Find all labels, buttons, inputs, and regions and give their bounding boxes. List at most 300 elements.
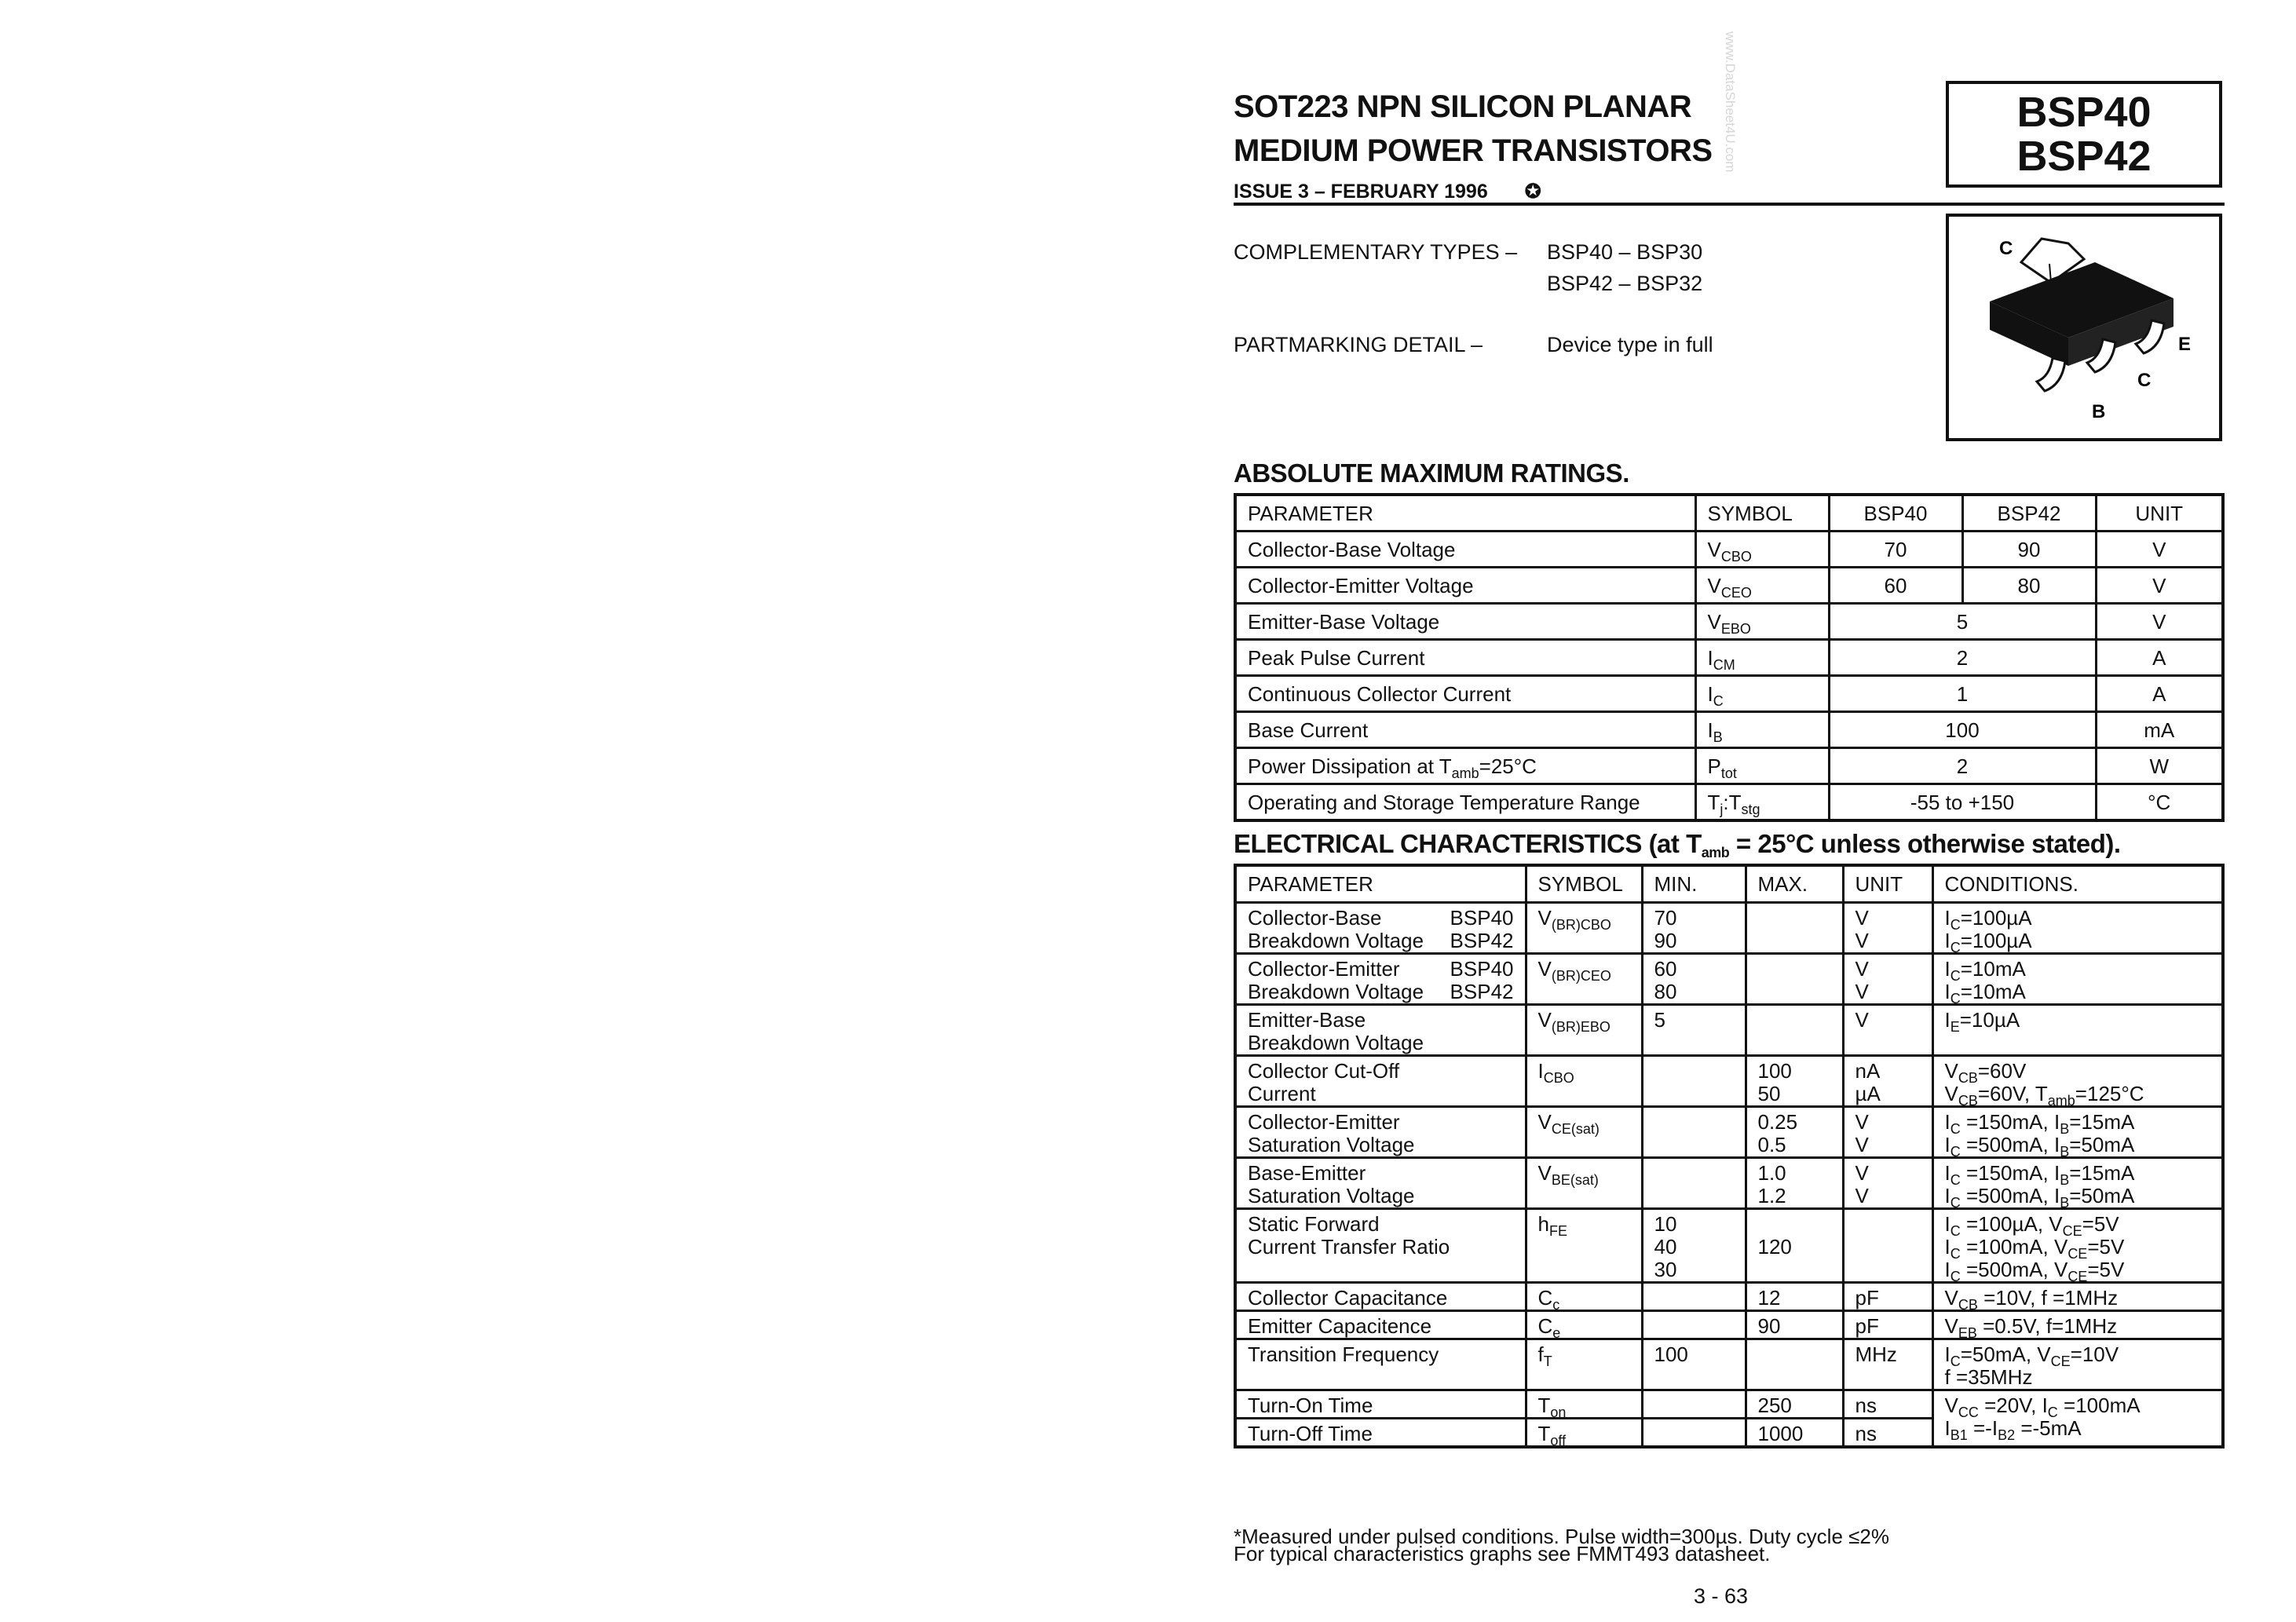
amr-unit: A	[2152, 681, 2166, 706]
ec-param-line	[1248, 1394, 1514, 1417]
ec-min-cell	[1642, 1311, 1746, 1339]
ec-condition-sub: EB	[1958, 1325, 1977, 1341]
ec-condition-text: =150mA, I	[1960, 1110, 2060, 1134]
ec-row	[1235, 1005, 2223, 1056]
ec-symbol-cell	[1526, 1209, 1642, 1283]
amr-param: Peak Pulse Current	[1248, 645, 1425, 670]
ec-row	[1235, 1158, 2223, 1209]
ec-param: Current	[1248, 1082, 1316, 1105]
ec-condition-line	[1944, 980, 2211, 1006]
ec-header-text: UNIT	[1855, 871, 1903, 896]
amr-symbol-sub: CEO	[1720, 584, 1752, 601]
ec-unit-value: nA	[1855, 1059, 1881, 1083]
ec-condition-line	[1944, 1184, 2211, 1211]
ec-condition-text: =10V	[2070, 1343, 2119, 1366]
partmarking-label: PARTMARKING DETAIL –	[1234, 333, 1483, 356]
ec-max-value: 90	[1757, 1314, 1781, 1338]
amr-bsp42-value: 90	[2017, 537, 2041, 561]
ec-symbol-cell	[1526, 1390, 1642, 1419]
ec-min-cell	[1642, 1390, 1746, 1419]
ec-unit-value: pF	[1855, 1286, 1879, 1310]
ec-unit-value: ns	[1855, 1394, 1877, 1417]
ec-param: Collector-Base	[1248, 906, 1382, 930]
amr-param-cell	[1235, 784, 1695, 821]
ec-param: Emitter-Base	[1248, 1008, 1366, 1032]
ec-conditions-cell	[1932, 1107, 2223, 1158]
ec-symbol-sub: BE(sat)	[1551, 1172, 1599, 1188]
ec-max-cell	[1746, 1311, 1843, 1339]
ec-condition-line	[1944, 1008, 2211, 1035]
ec-condition-sub: C	[1950, 1195, 1961, 1211]
ec-max-value: 250	[1757, 1394, 1792, 1417]
amr-param: Operating and Storage Temperature Range	[1248, 790, 1640, 814]
ec-condition-sub: C	[1950, 1246, 1961, 1262]
amr-param: Power Dissipation at T	[1248, 754, 1452, 778]
ec-condition-line	[1944, 929, 2211, 955]
ec-condition-sub: B	[2060, 1121, 2070, 1137]
ec-condition-text: V	[1944, 1059, 1958, 1083]
amr-param: Emitter-Base Voltage	[1248, 609, 1440, 634]
ec-unit-cell	[1843, 1209, 1932, 1283]
ec-symbol-sub: T	[1543, 1353, 1552, 1369]
ec-param: Collector-Emitter	[1248, 957, 1400, 981]
ec-condition-text: =5V	[2087, 1235, 2125, 1259]
part-number-2: BSP42	[2016, 133, 2152, 180]
ec-symbol: T	[1537, 1422, 1551, 1445]
ec-symbol-cell	[1526, 1107, 1642, 1158]
amr-param-sub: amb	[1451, 765, 1479, 781]
amr-param: Collector-Base Voltage	[1248, 537, 1456, 561]
amr-symbol-cell	[1695, 604, 1829, 640]
ec-unit-cell	[1843, 954, 1932, 1005]
ec-unit-value: MHz	[1855, 1343, 1897, 1366]
ec-param-line	[1248, 1032, 1514, 1054]
ec-min-cell	[1642, 1283, 1746, 1311]
ec-symbol: V	[1537, 1008, 1552, 1032]
package-box	[1946, 214, 2222, 441]
ec-unit-value: V	[1855, 1184, 1869, 1207]
ec-conditions-cell	[1932, 1339, 2223, 1390]
ec-condition-text: =-5mA	[2015, 1416, 2082, 1440]
ec-param-part: BSP42	[1450, 929, 1514, 952]
ec-min-value: 10	[1654, 1212, 1677, 1236]
ec-param-line	[1248, 1287, 1514, 1310]
ec-condition-line	[1944, 1314, 2211, 1341]
ec-min-cell	[1642, 1158, 1746, 1209]
ec-param-line	[1248, 1315, 1514, 1338]
ec-unit-value: V	[1855, 929, 1869, 952]
ec-param-line	[1248, 907, 1514, 930]
ec-condition-text: =10mA	[1960, 980, 2026, 1003]
ec-condition-line	[1944, 1258, 2211, 1284]
amr-unit: W	[2149, 754, 2170, 778]
ec-condition-line	[1944, 1235, 2211, 1262]
ec-condition-line	[1944, 1161, 2211, 1188]
ec-param-cell	[1235, 954, 1526, 1005]
ec-symbol-sub: CBO	[1543, 1070, 1574, 1086]
ec-conditions-cell	[1932, 954, 2223, 1005]
amr-header-text: SYMBOL	[1707, 501, 1793, 525]
amr-param-cell	[1235, 640, 1695, 676]
ec-condition-text: V	[1944, 1394, 1958, 1417]
amr-header-cell	[1235, 495, 1695, 532]
page-number: 3 - 63	[1694, 1584, 1749, 1608]
ec-condition-sub: CC	[1958, 1405, 1979, 1420]
ec-symbol-sub: (BR)CBO	[1551, 917, 1611, 933]
amr-unit-cell	[2096, 748, 2223, 784]
amr-bsp40-value: 70	[1884, 537, 1907, 561]
ec-condition-text: I	[1944, 1416, 1951, 1440]
note-graphs: For typical characteristics graphs see FMMT493 datasheet.	[1234, 1542, 1771, 1565]
ec-param: Collector Cut-Off	[1248, 1059, 1400, 1083]
amr-header-text: BSP40	[1863, 501, 1928, 525]
ec-max-value: 1.0	[1757, 1161, 1786, 1185]
ec-max-cell	[1746, 1158, 1843, 1209]
ec-symbol: C	[1537, 1314, 1553, 1338]
ec-param-cell	[1235, 903, 1526, 954]
ec-param: Transition Frequency	[1248, 1343, 1439, 1366]
ec-min-cell	[1642, 1419, 1746, 1448]
amr-symbol-cell	[1695, 568, 1829, 604]
ec-param: Saturation Voltage	[1248, 1133, 1415, 1156]
amr-symbol-cell	[1695, 640, 1829, 676]
ec-row	[1235, 1311, 2223, 1339]
ec-symbol: V	[1537, 1161, 1552, 1185]
ec-header-cell	[1642, 865, 1746, 903]
ec-condition-sub: CE	[2050, 1353, 2071, 1369]
ec-condition-text: =10V, f =1MHz	[1977, 1286, 2119, 1310]
amr-header-row	[1235, 495, 2223, 532]
complementary-1: BSP40 – BSP30	[1547, 240, 1703, 264]
ec-condition-text: I	[1944, 1110, 1951, 1134]
ec-symbol: f	[1537, 1343, 1544, 1366]
ec-condition-text: =20V, I	[1978, 1394, 2048, 1417]
ec-symbol: T	[1537, 1394, 1551, 1417]
ec-condition-line	[1944, 1133, 2211, 1160]
ec-condition-line	[1944, 1110, 2211, 1137]
ec-max-cell	[1746, 1339, 1843, 1390]
ec-max-value: 12	[1757, 1286, 1781, 1310]
amr-unit: A	[2152, 645, 2166, 670]
ec-condition-sub: C	[1950, 1121, 1961, 1137]
ec-symbol-cell	[1526, 1283, 1642, 1311]
ec-max-value: 0.5	[1757, 1133, 1786, 1156]
amr-bsp42-cell	[1962, 532, 2096, 568]
ec-header-text: MAX.	[1757, 871, 1808, 896]
ec-header-text: PARAMETER	[1248, 871, 1373, 896]
ec-min-value: 80	[1654, 980, 1677, 1003]
ec-unit-value: V	[1855, 1161, 1869, 1185]
ec-condition-text: =500mA, V	[1960, 1258, 2068, 1281]
amr-header-cell	[1695, 495, 1829, 532]
ec-condition-line	[1944, 957, 2211, 984]
amr-param: Collector-Emitter Voltage	[1248, 573, 1474, 597]
ec-condition-line	[1944, 1416, 2211, 1443]
amr-header-text: UNIT	[2135, 501, 2184, 525]
amr-symbol: I	[1707, 681, 1713, 706]
ec-condition-sub: C	[1950, 1223, 1961, 1239]
ec-condition-line	[1944, 906, 2211, 933]
ec-param-line	[1248, 930, 1514, 952]
ec-param: Turn-Off Time	[1248, 1422, 1373, 1445]
ec-min-value: 30	[1654, 1258, 1677, 1281]
ec-param-line	[1248, 1185, 1514, 1207]
amr-unit-cell	[2096, 532, 2223, 568]
ec-min-cell	[1642, 1107, 1746, 1158]
title-line-2: MEDIUM POWER TRANSISTORS	[1234, 133, 1713, 168]
amr-param-cell	[1235, 748, 1695, 784]
ec-min-cell	[1642, 1005, 1746, 1056]
ec-condition-text: =500mA, I	[1960, 1184, 2060, 1207]
ec-unit-cell	[1843, 1107, 1932, 1158]
ec-param-part: BSP40	[1450, 906, 1514, 930]
ec-condition-line	[1944, 1343, 2211, 1369]
ec-condition-text: =60V, T	[1977, 1082, 2048, 1105]
ec-min-value: 40	[1654, 1235, 1677, 1259]
ec-condition-text: I	[1944, 906, 1951, 930]
ec-row	[1235, 1056, 2223, 1107]
ec-symbol-cell	[1526, 1005, 1642, 1056]
ec-condition-text: I	[1944, 1161, 1951, 1185]
ec-symbol-sub: c	[1552, 1297, 1560, 1313]
ec-conditions-cell	[1932, 1209, 2223, 1283]
ec-row	[1235, 903, 2223, 954]
ec-min-value: 60	[1654, 957, 1677, 981]
ec-param: Breakdown Voltage	[1248, 1031, 1424, 1054]
ec-unit-value: V	[1855, 906, 1869, 930]
ec-param-cell	[1235, 1390, 1526, 1419]
ec-condition-sub: C	[1950, 991, 1961, 1006]
ec-max-cell	[1746, 954, 1843, 1005]
amr-symbol-sub: EBO	[1720, 620, 1751, 637]
amr-unit: V	[2152, 537, 2166, 561]
amr-symbol-cell	[1695, 748, 1829, 784]
ec-condition-text: =50mA	[2069, 1133, 2135, 1156]
ec-param: Static Forward	[1248, 1212, 1380, 1236]
ec-condition-line	[1944, 1082, 2211, 1109]
ec-condition-text: I	[1944, 1343, 1951, 1366]
ec-conditions-cell	[1932, 1158, 2223, 1209]
ec-condition-text: =150mA, I	[1960, 1161, 2060, 1185]
ec-header-cell	[1843, 865, 1932, 903]
ec-condition-line	[1944, 1212, 2211, 1239]
ec-param-cell	[1235, 1311, 1526, 1339]
ec-header-cell	[1932, 865, 2223, 903]
header-rule	[1234, 203, 2225, 206]
amr-symbol: T	[1707, 790, 1720, 814]
ec-min-value: 5	[1654, 1008, 1665, 1032]
amr-bsp40-cell	[1829, 532, 1962, 568]
ec-param-line	[1248, 1162, 1514, 1185]
amr-header-cell	[1829, 495, 1962, 532]
ec-max-cell	[1746, 1390, 1843, 1419]
ec-unit-cell	[1843, 1056, 1932, 1107]
amr-symbol: I	[1707, 645, 1713, 670]
ec-param: Collector Capacitance	[1248, 1286, 1448, 1310]
amr-bsp40-cell	[1829, 568, 1962, 604]
amr-symbol-cell	[1695, 532, 1829, 568]
ec-param-cell	[1235, 1158, 1526, 1209]
amr-value: 5	[1956, 609, 1969, 634]
amr-row	[1235, 604, 2223, 640]
ec-symbol-sub: e	[1552, 1325, 1561, 1341]
ec-condition-sub: C	[1950, 940, 1961, 955]
ec-condition-sub: C	[1950, 1269, 1961, 1284]
amr-value-cell	[1829, 784, 2096, 821]
amr-unit-cell	[2096, 676, 2223, 712]
ec-unit-value: ns	[1855, 1422, 1877, 1445]
amr-symbol: :T	[1723, 790, 1742, 814]
ec-condition-text: I	[1944, 929, 1951, 952]
complementary-2: BSP42 – BSP32	[1547, 272, 1703, 295]
ec-min-cell	[1642, 903, 1746, 954]
ec-header-text: MIN.	[1654, 871, 1698, 896]
pin-label-e: E	[2178, 334, 2192, 355]
ec-header-cell	[1526, 865, 1642, 903]
ec-condition-text: =10mA	[1960, 957, 2026, 981]
ec-row	[1235, 1283, 2223, 1311]
amr-value-cell	[1829, 676, 2096, 712]
ec-condition-text: f =35MHz	[1944, 1365, 2033, 1389]
ec-condition-text: V	[1944, 1286, 1958, 1310]
amr-param: Base Current	[1248, 718, 1369, 742]
note-pulsed: *Measured under pulsed conditions. Pulse width=300µs. Duty cycle ≤2%	[1234, 1525, 1889, 1548]
ec-max-cell	[1746, 1209, 1843, 1283]
ec-condition-text: =50mA, V	[1960, 1343, 2051, 1366]
ec-max-cell	[1746, 903, 1843, 954]
ec-conditions-cell	[1932, 1283, 2223, 1311]
pin-label-b: B	[2092, 401, 2106, 422]
amr-row	[1235, 748, 2223, 784]
ec-unit-cell	[1843, 1158, 1932, 1209]
amr-value-cell	[1829, 748, 2096, 784]
ec-param: Emitter Capacitence	[1248, 1314, 1432, 1338]
sot223-package-icon	[1949, 217, 2219, 438]
ec-condition-text: =-I	[1967, 1416, 1998, 1440]
ec-param-line	[1248, 1060, 1514, 1083]
watermark: www.DataSheet4U.com	[1723, 31, 1738, 173]
ec-condition-text: =100µA	[1960, 929, 2032, 952]
ec-condition-sub: CB	[1958, 1297, 1978, 1313]
issue-text: ISSUE 3 – FEBRUARY 1996	[1234, 181, 1488, 203]
ec-param-cell	[1235, 1419, 1526, 1448]
amr-header-cell	[2096, 495, 2223, 532]
amr-param-cell	[1235, 712, 1695, 748]
ec-condition-sub: CB	[1958, 1070, 1978, 1086]
amr-symbol-sub: stg	[1741, 801, 1760, 817]
amr-row	[1235, 568, 2223, 604]
amr-param-cell	[1235, 532, 1695, 568]
ec-condition-sub: CE	[2067, 1246, 2088, 1262]
pin-label-c-top: C	[1999, 238, 2013, 259]
ec-row	[1235, 954, 2223, 1005]
amr-bsp42-cell	[1962, 568, 2096, 604]
ec-condition-text: =50mA	[2069, 1184, 2135, 1207]
ec-condition-text: =15mA	[2069, 1161, 2135, 1185]
ec-min-value: 100	[1654, 1343, 1688, 1366]
ec-min-cell	[1642, 1339, 1746, 1390]
ec-condition-text: =100µA	[1960, 906, 2032, 930]
ec-condition-sub: C	[1950, 917, 1961, 933]
amr-row	[1235, 640, 2223, 676]
ec-condition-sub: C	[1950, 1144, 1961, 1160]
ec-symbol-cell	[1526, 1056, 1642, 1107]
ec-param-part: BSP40	[1450, 957, 1514, 981]
ec-condition-text: I	[1944, 1133, 1951, 1156]
amr-row	[1235, 784, 2223, 821]
ec-condition-sub: E	[1950, 1019, 1960, 1035]
ec-unit-cell	[1843, 903, 1932, 954]
ec-table	[1234, 864, 2225, 1448]
ec-symbol-sub: (BR)EBO	[1551, 1019, 1610, 1035]
ec-condition-line	[1944, 1394, 2211, 1420]
ec-unit-cell	[1843, 1311, 1932, 1339]
ec-header-text: SYMBOL	[1537, 871, 1623, 896]
ec-symbol-sub: FE	[1548, 1223, 1567, 1239]
amr-param-cell	[1235, 676, 1695, 712]
ec-unit-value: V	[1855, 957, 1869, 981]
ec-condition-text: I	[1944, 1212, 1951, 1236]
amr-symbol-sub: j	[1720, 801, 1724, 817]
amr-unit: °C	[2148, 790, 2171, 814]
ec-param-cell	[1235, 1107, 1526, 1158]
ec-condition-text: =60V	[1977, 1059, 2027, 1083]
ec-param-line	[1248, 1213, 1514, 1236]
ec-condition-sub: amb	[2047, 1093, 2075, 1109]
amr-row	[1235, 532, 2223, 568]
ec-condition-text: V	[1944, 1314, 1958, 1338]
amr-value-cell	[1829, 712, 2096, 748]
ec-param: Breakdown Voltage	[1248, 929, 1424, 952]
ec-symbol-sub: CE(sat)	[1551, 1121, 1600, 1137]
ec-condition-sub: B	[2060, 1195, 2070, 1211]
ec-symbol-cell	[1526, 954, 1642, 1005]
ec-min-cell	[1642, 1209, 1746, 1283]
ec-param-cell	[1235, 1056, 1526, 1107]
ec-param: Saturation Voltage	[1248, 1184, 1415, 1207]
ec-param: Turn-On Time	[1248, 1394, 1373, 1417]
ec-param-line	[1248, 1111, 1514, 1134]
ec-condition-text: I	[1944, 957, 1951, 981]
ec-symbol: V	[1537, 906, 1552, 930]
ec-symbol-cell	[1526, 1311, 1642, 1339]
amr-symbol-cell	[1695, 676, 1829, 712]
amr-symbol: V	[1707, 609, 1721, 634]
ec-condition-text: =100µA, V	[1960, 1212, 2063, 1236]
ec-condition-sub: CE	[2067, 1269, 2088, 1284]
ec-conditions-cell	[1932, 1056, 2223, 1107]
ec-symbol-cell	[1526, 1339, 1642, 1390]
ec-symbol: C	[1537, 1286, 1553, 1310]
ec-conditions-cell	[1932, 903, 2223, 954]
ec-unit-cell	[1843, 1390, 1932, 1419]
ec-unit-cell	[1843, 1419, 1932, 1448]
ec-condition-line	[1944, 1059, 2211, 1086]
ec-condition-sub: B	[2060, 1172, 2070, 1188]
ec-max-cell	[1746, 1419, 1843, 1448]
ec-condition-line	[1945, 1366, 2211, 1389]
amr-unit: V	[2152, 573, 2166, 597]
ec-max-value	[1758, 1213, 1831, 1236]
ec-condition-sub: C	[1950, 968, 1961, 984]
amr-symbol: V	[1707, 573, 1721, 597]
ec-max-value: 0.25	[1757, 1110, 1798, 1134]
amr-param: Continuous Collector Current	[1248, 681, 1512, 706]
ec-symbol: h	[1537, 1212, 1549, 1236]
ec-condition-text: I	[1944, 980, 1951, 1003]
amr-unit-cell	[2096, 604, 2223, 640]
ec-row	[1235, 1209, 2223, 1283]
